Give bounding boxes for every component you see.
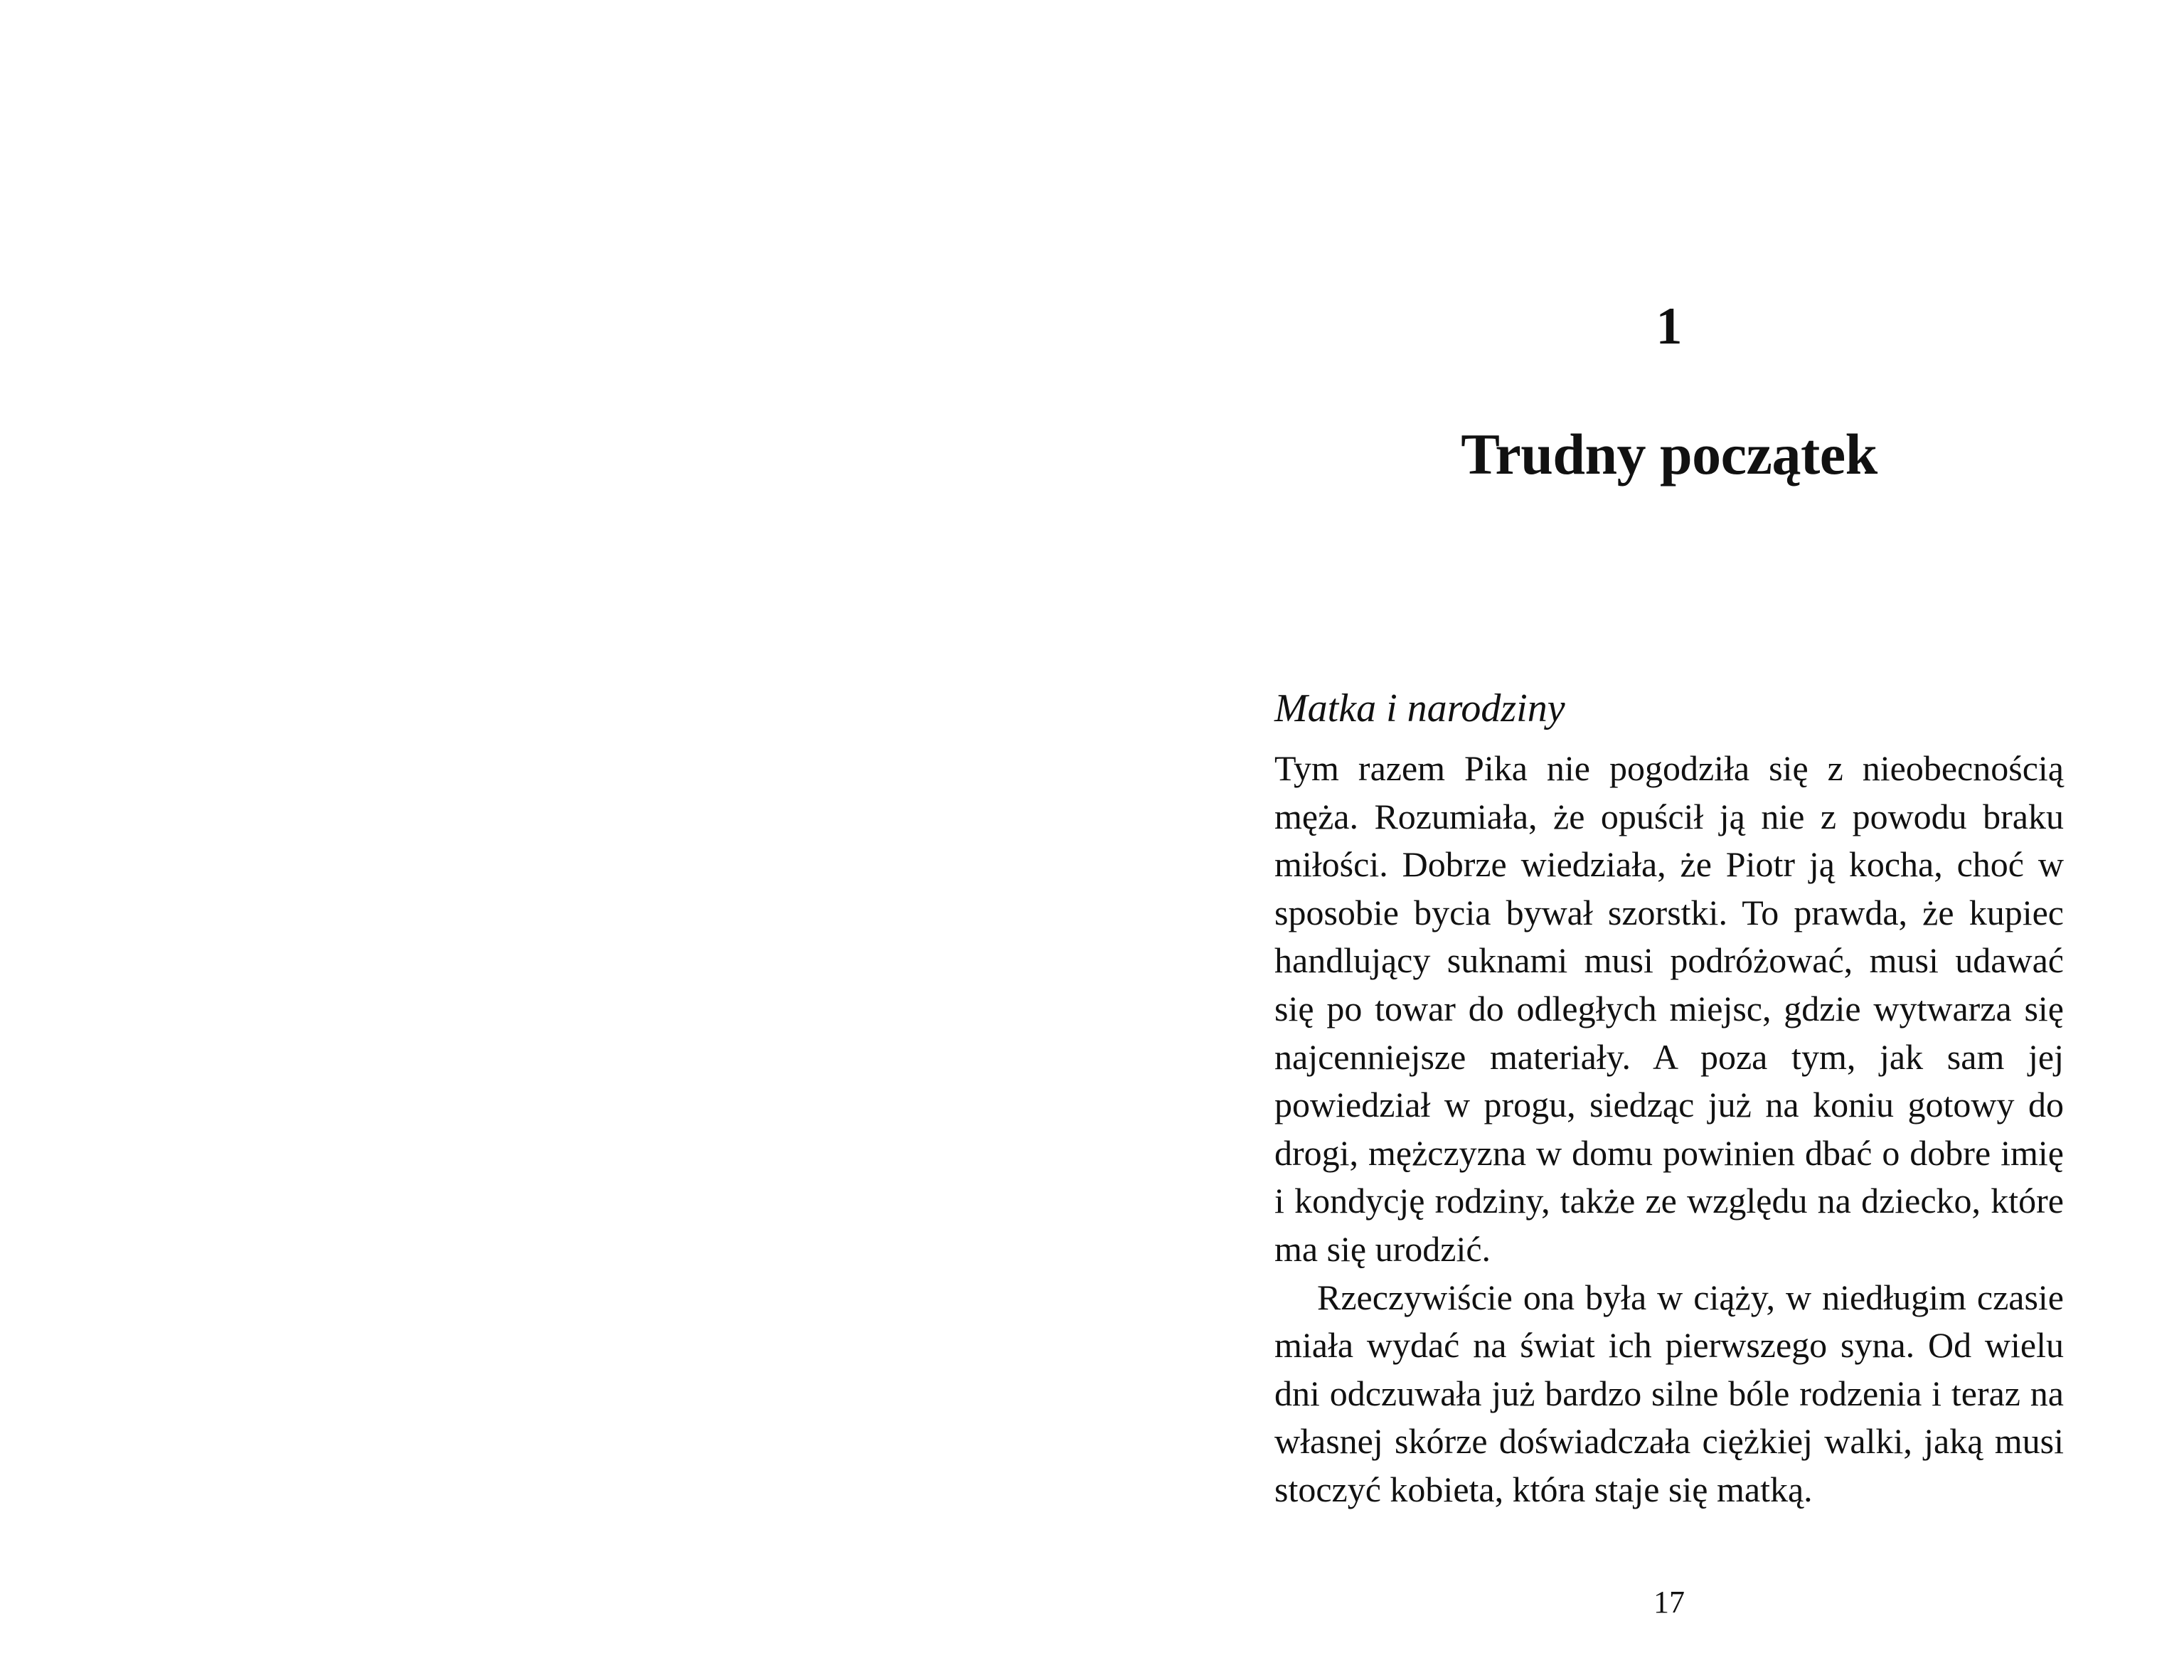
- paragraph: Tym razem Pika nie pogodziła się z nieobecnością męża. Rozumiała, że opuścił ją nie z powodu braku miłości. Dobrze wiedziała, że Piotr ją kocha, choć w sposobie bycia bywał szorstki. To prawda, że kupiec handlujący suknami musi podróżować, musi udawać się po towar do odległych miejsc, gdzie wytwarza się najcenniejsze materiały. A poza tym, jak sam jej powiedział w progu, siedząc już na koniu gotowy do drogi, mężczyzna w domu powinien dbać o dobre imię i kondycję rodziny, także ze względu na dziecko, które ma się urodzić.: [1274, 748, 2064, 1269]
- chapter-number: 1: [1656, 297, 1683, 356]
- body-text: [1274, 745, 2064, 1514]
- chapter-title: Trudny początek: [1461, 422, 1877, 487]
- section-heading: Matka i narodziny: [1274, 686, 1565, 730]
- page-number: 17: [1653, 1585, 1685, 1620]
- paragraph: Rzeczywiście ona była w ciąży, w niedługim czasie miała wydać na świat ich pierwszego syna. Od wielu dni odczuwała już bardzo silne bóle rodzenia i teraz na własnej skórze doświadczała ciężkiej walki, jaką musi stoczyć kobieta, która staje się matką.: [1274, 1277, 2064, 1509]
